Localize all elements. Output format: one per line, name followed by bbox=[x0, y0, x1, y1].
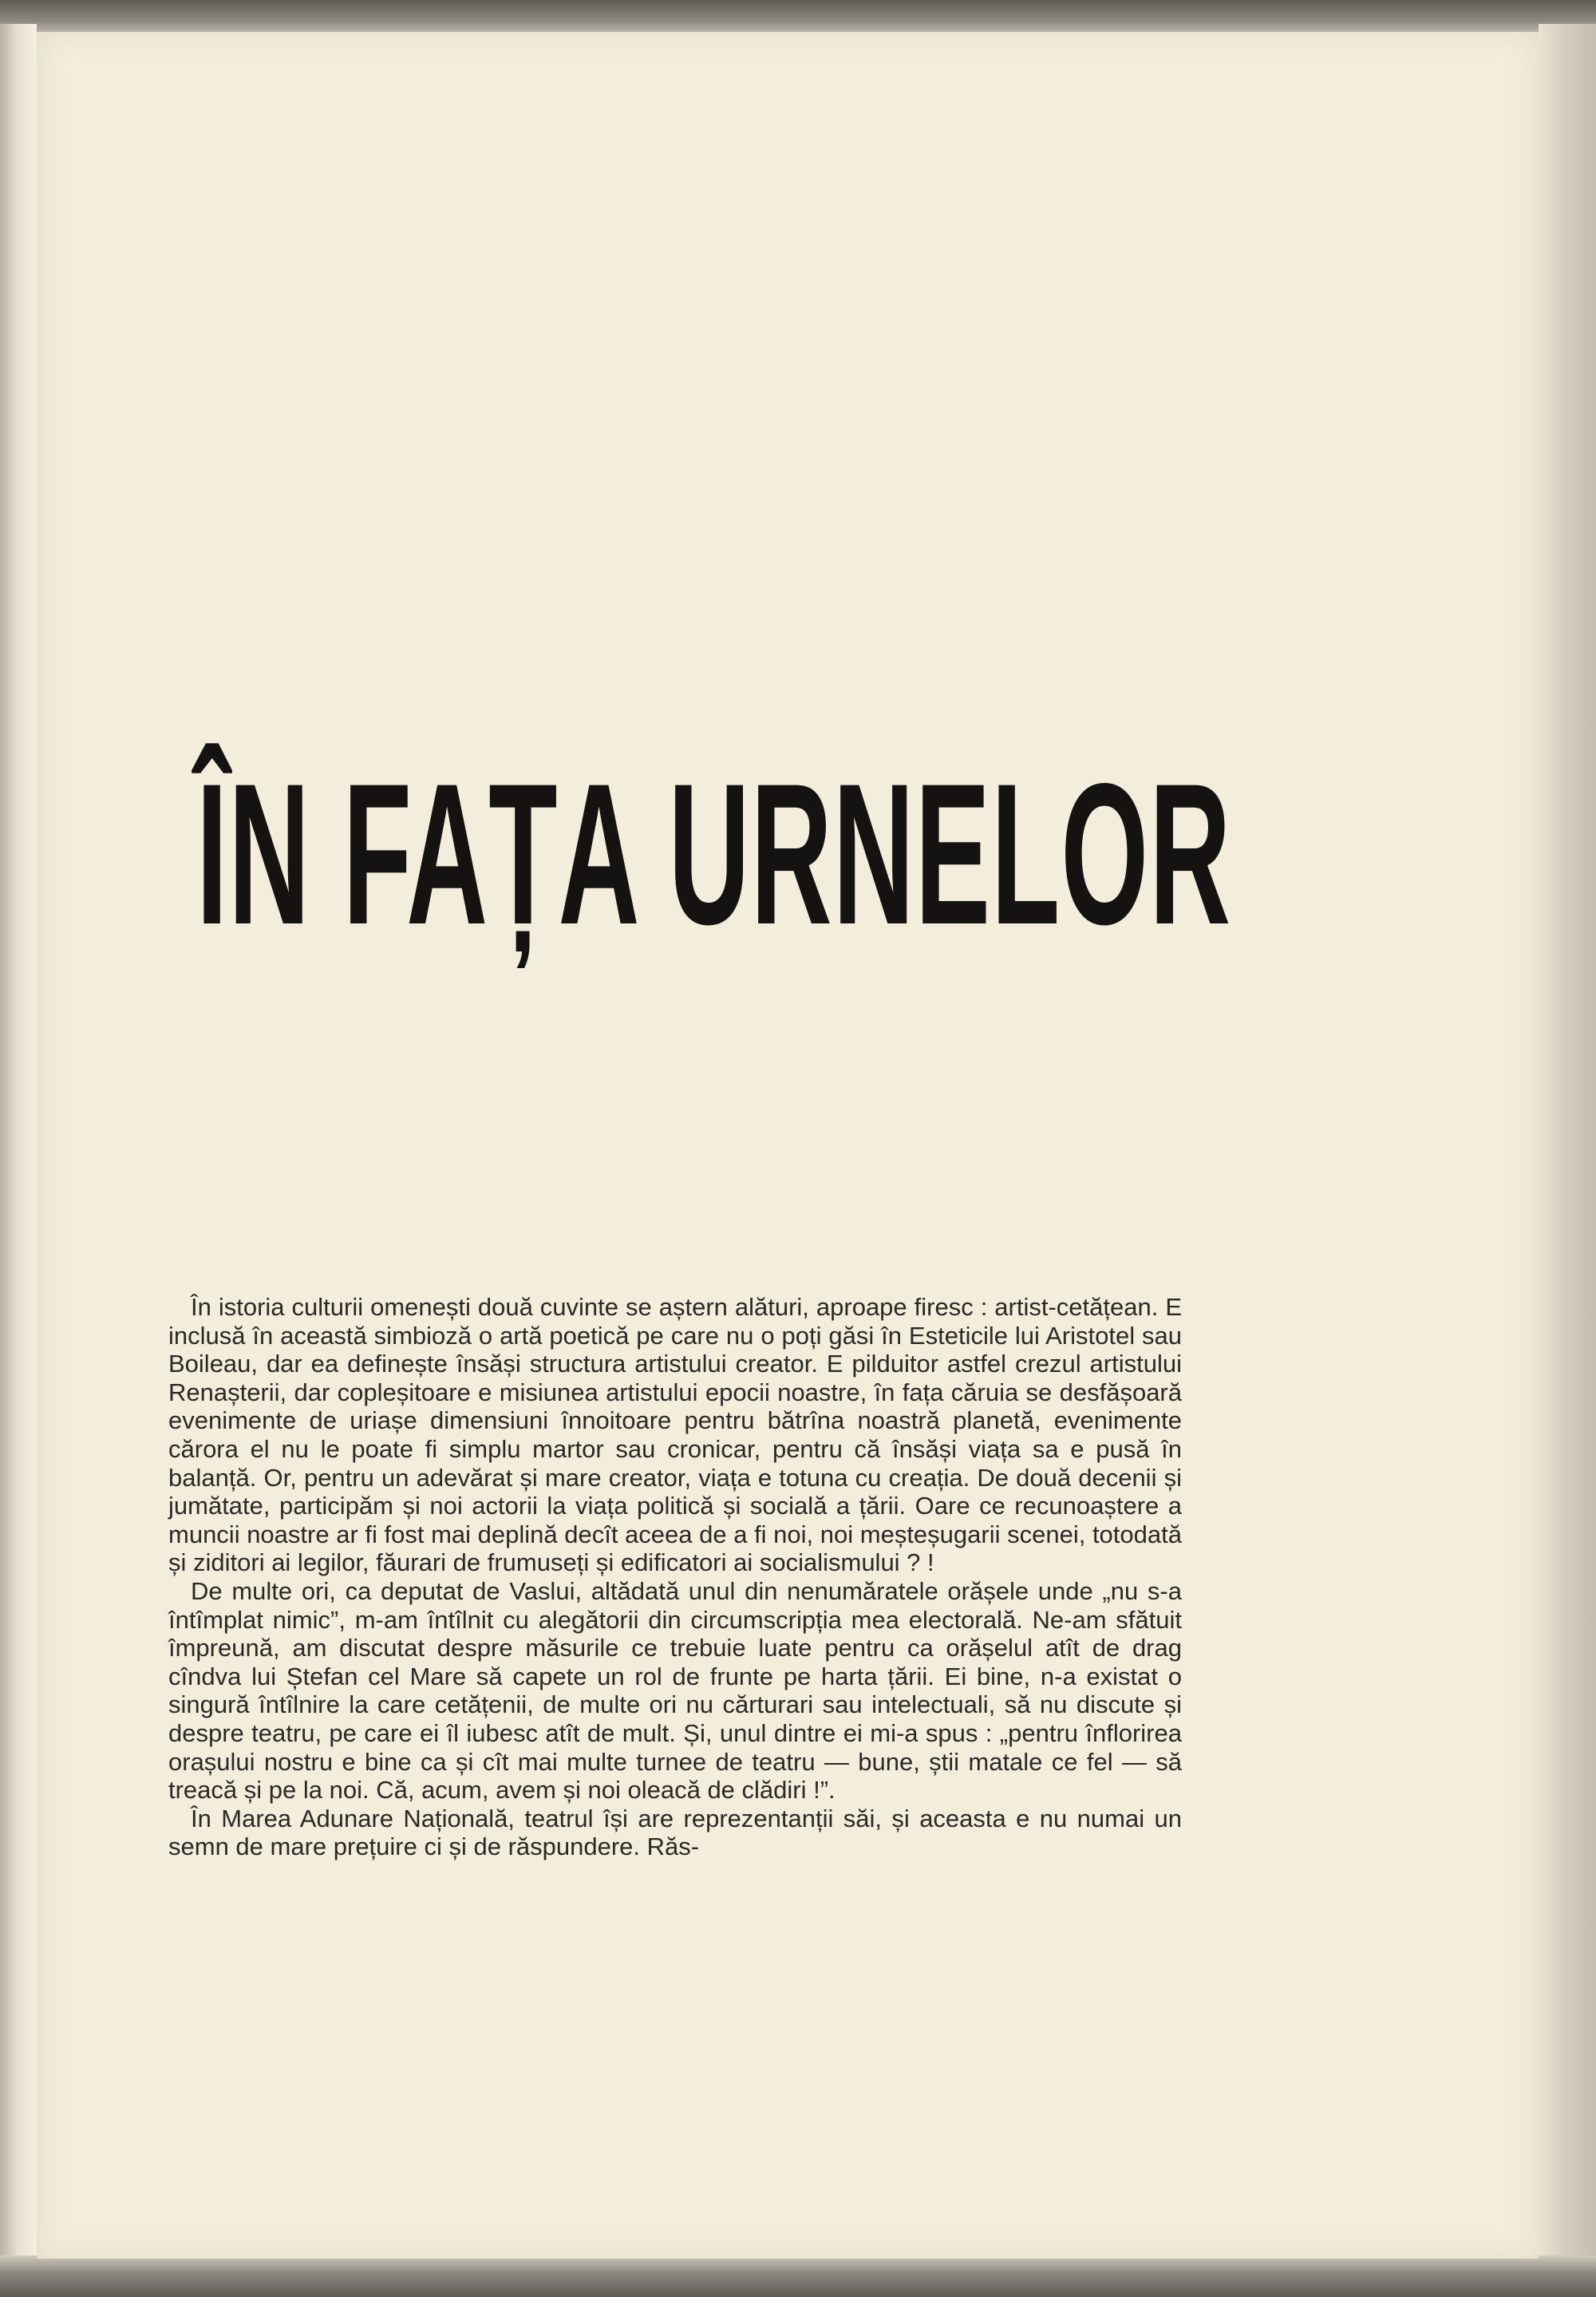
paragraph-3: În Marea Adunare Națională, teatrul își are reprezentanții săi, și aceasta e nu numai un semn de mare prețuire ci și de răspundere. Răs- bbox=[168, 1804, 1182, 1861]
page-stack-edge bbox=[1539, 24, 1596, 2267]
paragraph-1: În istoria culturii omenești două cuvinte se aștern alături, aproape firesc : artist-cetățean. E inclusă în această simbioză o artă poetică pe care nu o poți găsi în Esteticile lui Aristotel sau Boileau, dar ea definește însăși structura artistului creator. E pilduitor astfel crezul artistului Renașterii, dar copleșitoare e misiunea artistului epocii noastre, în fața căruia se desfășoară evenimente de uriașe dimensiuni înnoitoare pentru bătrîna noastră planetă, evenimente cărora el nu le poate fi simplu martor sau cronicar, pentru că însăși viața sa e pusă în balanță. Or, pentru un adevărat și mare creator, viața e totuna cu creația. De două decenii și jumătate, participăm și noi actorii la viața politică și socială a țării. Oare ce recunoaștere a muncii noastre ar fi fost mai deplină decît aceea de a fi noi, noi meșteșugarii scenei, totodată și ziditori ai legilor, făurari de frumuseți și edificatori ai socialismului ? ! bbox=[168, 1293, 1182, 1577]
scan-bottom-edge bbox=[0, 2255, 1596, 2297]
article-body bbox=[168, 1293, 1182, 1861]
paragraph-2: De multe ori, ca deputat de Vaslui, altădată unul din nenumăratele orășele unde „nu s-a întîmplat nimic”, m-am întîlnit cu alegătorii din circumscripția mea electorală. Ne-am sfătuit împreună, am discutat despre măsurile ce trebuie luate pentru ca orășelul atît de drag cîndva lui Ștefan cel Mare să capete un rol de frunte pe harta țării. Ei bine, n-a existat o singură întîlnire la care cetățenii, de multe ori nu cărturari sau intelectuali, să nu discute și despre teatru, pe care ei îl iubesc atît de mult. Și, unul dintre ei mi-a spus : „pentru înflorirea orașului nostru e bine ca și cît mai multe turnee de teatru — bune, știi matale ce fel — să treacă și pe la noi. Că, acum, avem și noi oleacă de clădiri !”. bbox=[168, 1576, 1182, 1805]
book-spine-edge bbox=[0, 24, 37, 2267]
article-title: ÎN FAȚA URNELOR bbox=[196, 742, 1232, 967]
book-page bbox=[37, 32, 1539, 2259]
